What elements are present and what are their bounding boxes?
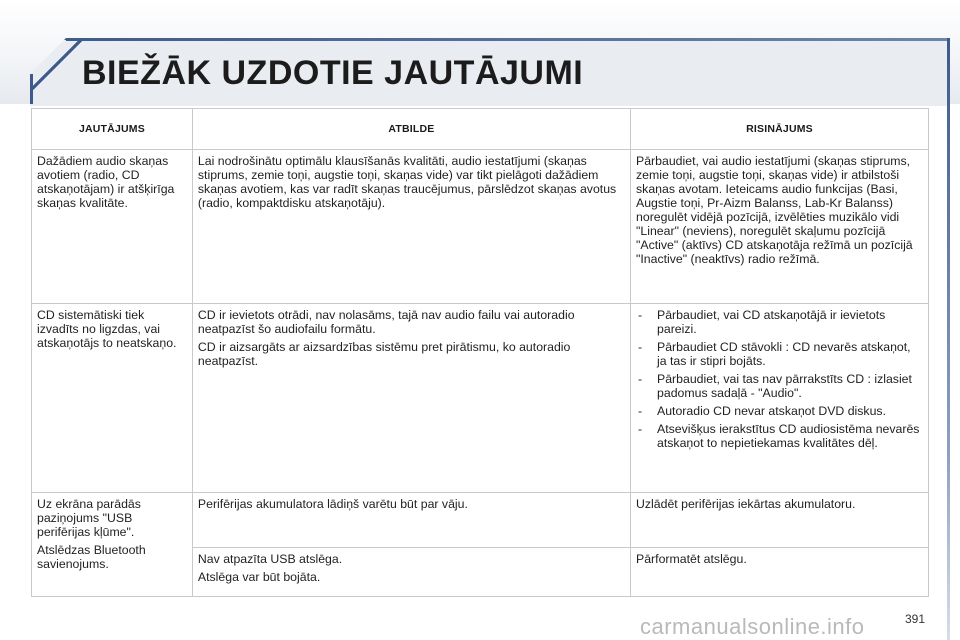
solution-cell [631, 304, 929, 493]
column-header-question: JAUTĀJUMS [32, 109, 193, 150]
solution-list [636, 308, 923, 450]
solution-text: Pārformatēt atslēgu. [636, 552, 747, 566]
watermark: carmanualsonline.info [640, 614, 865, 639]
header-rule [30, 38, 950, 41]
solution-text: Pārbaudiet, vai audio iestatījumi (skaņas stiprums, zemie toņi, augstie toņi, skaņas vide) ir atbilstoši skaņas avotam. Ieteicams audio funkcijas (Basi, Augstie toņi, Pr-Aizm Balanss, Lab-Kr Balanss) noregulēt vidējā pozīcijā, izvēlēties muzikālo vidi "Linear" (neviens), noregulēt skaļumu pozīcijā "Active" (aktīvs) CD atskaņotāja režīmā un pozīcijā "Inactive" (neaktīvs) radio režīmā. [636, 154, 913, 266]
question-text: Atslēdzas Bluetooth savienojums. [37, 543, 146, 571]
answer-cell [192, 548, 630, 597]
list-item: - Pārbaudiet, vai tas nav pārrakstīts CD : izlasiet padomus sadaļā - "Audio". [636, 372, 923, 400]
answer-cell [192, 304, 630, 493]
answer-text: Nav atpazīta USB atslēga. [197, 552, 343, 566]
header-left-bar [30, 74, 33, 104]
column-header-solution: RISINĀJUMS [631, 109, 929, 150]
table-row [32, 304, 929, 493]
question-cell [32, 493, 193, 597]
question-text: CD sistemātiski tiek izvadīts no ligzdas, vai atskaņotājs to neatskaņo. [37, 308, 177, 350]
answer-cell [192, 493, 630, 548]
answer-text: CD ir aizsargāts ar aizsardzības sistēmu pret pirātismu, ko autoradio neatpazīst. [197, 340, 571, 368]
table-header-row [32, 109, 929, 150]
header-corner-line [30, 38, 82, 90]
question-text: Uz ekrāna parādās paziņojums "USB perifērijas kļūme". [37, 497, 141, 539]
solution-cell [631, 493, 929, 548]
list-item: - Atsevišķus ierakstītus CD audiosistēma nevarēs atskaņot to nepietiekamas kvalitātes dēļ. [636, 422, 923, 450]
page-right-bar [947, 38, 950, 640]
column-header-answer: ATBILDE [192, 109, 630, 150]
faq-table [31, 108, 929, 597]
list-item: - Pārbaudiet, vai CD atskaņotājā ir ievietots pareizi. [636, 308, 923, 336]
solution-cell [631, 548, 929, 597]
answer-text: Perifērijas akumulatora lādiņš varētu būt par vāju. [197, 497, 468, 511]
solution-cell [631, 150, 929, 304]
list-item: - Autoradio CD nevar atskaņot DVD diskus. [636, 404, 923, 418]
page-number: 391 [905, 612, 926, 626]
table-row [32, 493, 929, 548]
answer-cell [192, 150, 630, 304]
answer-text: Lai nodrošinātu optimālu klausīšanās kvalitāti, audio iestatījumi (skaņas stiprums, zemie toņi, augstie toņi, skaņas vide) var tikt pielāgoti dažādiem skaņas avotiem, kas var radīt skaņas traucējumus, pārslēdzot skaņas avotus (radio, kompaktdisku atskaņotāju). [197, 154, 617, 210]
question-cell [32, 304, 193, 493]
solution-text: Uzlādēt perifērijas iekārtas akumulatoru. [636, 497, 856, 511]
list-item: - Pārbaudiet CD stāvokli : CD nevarēs atskaņot, ja tas ir stipri bojāts. [636, 340, 923, 368]
page-title: BIEŽĀK UZDOTIE JAUTĀJUMI [82, 54, 584, 92]
answer-text: CD ir ievietots otrādi, nav nolasāms, tajā nav audio failu vai autoradio neatpazīst šo audiofailu formātu. [197, 308, 575, 336]
question-cell [32, 150, 193, 304]
question-text: Dažādiem audio skaņas avotiem (radio, CD atskaņotājam) ir atšķirīga skaņas kvalitāte. [37, 154, 175, 210]
answer-text: Atslēga var būt bojāta. [197, 570, 321, 584]
table-row [32, 150, 929, 304]
